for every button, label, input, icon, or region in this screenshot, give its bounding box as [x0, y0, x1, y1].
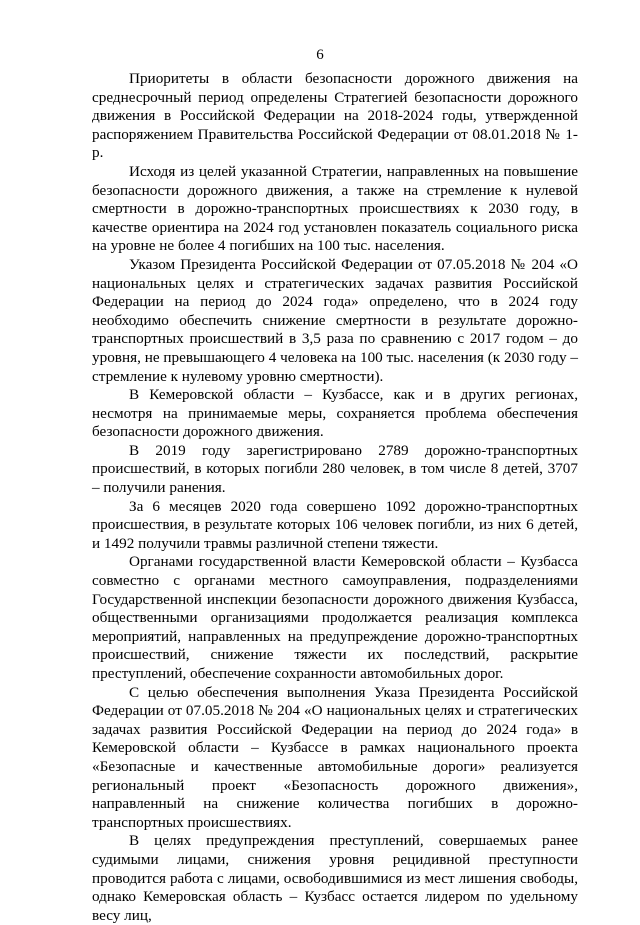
paragraph-2020-statistics: За 6 месяцев 2020 года совершено 1092 дорожно-транспортных происшествия, в результате которых 106 человек погибли, из них 6 детей, и 1492 получили травмы различной степени тяжести. [92, 497, 578, 552]
paragraph-presidential-decree: Указом Президента Российской Федерации от 07.05.2018 № 204 «О национальных целях и стратегических задачах развития Российской Федерации на период до 2024 года» определено, что в 2024 году необходимо обеспечить снижение смертности в результате дорожно-транспортных происшествий в 3,5 раза по сравнению с 2017 годом – до уровня, не превышающего 4 человека на 100 тыс. населения (к 2030 году – стремление к нулевому уровню смертности). [92, 255, 578, 385]
paragraph-authorities-measures: Органами государственной власти Кемеровской области – Кузбасса совместно с органами местного самоуправления, подразделениями Государственной инспекции безопасности дорожного движения Кузбасса, общественными организациями продолжается реализация комплекса мероприятий, направленных на предупреждение дорожно-транспортных происшествий, снижение тяжести их последствий, раскрытие преступлений, обеспечение сохранности автомобильных дорог. [92, 553, 578, 682]
paragraph-crime-prevention: В целях предупреждения преступлений, совершаемых ранее судимыми лицами, снижения уровня рецидивной преступности проводится работа с лицами, освободившимися из мест лишения свободы, однако Кемеровская область – Кузбасс остается лидером по удельному весу лиц, [92, 832, 578, 924]
paragraph-national-project: С целью обеспечения выполнения Указа Президента Российской Федерации от 07.05.2018 № 204 «О национальных целях и стратегических задачах развития Российской Федерации на период до 2024 года» в Кемеровской области – Кузбассе в рамках национального проекта «Безопасные и качественные автомобильные дороги» реализуется региональный проект «Безопасность дорожного движения», направленный на снижение количества погибших в дорожно-транспортных происшествиях. [92, 683, 578, 831]
paragraph-kuzbass-problem: В Кемеровской области – Кузбассе, как и в других регионах, несмотря на принимаемые меры, сохраняется проблема обеспечения безопасности дорожного движения. [92, 386, 578, 441]
paragraph-strategy-goals: Исходя из целей указанной Стратегии, направленных на повышение безопасности дорожного движения, а также на стремление к нулевой смертности в дорожно-транспортных происшествиях к 2030 году, в качестве ориентира на 2024 год установлен показатель социального риска на уровне не более 4 погибших на 100 тыс. населения. [92, 162, 578, 255]
paragraph-2019-statistics: В 2019 году зарегистрировано 2789 дорожно-транспортных происшествий, в которых погибли 280 человек, в том числе 8 детей, 3707 – получили ранения. [92, 441, 578, 497]
page-number: 6 [316, 47, 324, 63]
document-body [92, 70, 578, 925]
paragraph-strategy-priorities: Приоритеты в области безопасности дорожного движения на среднесрочный период определены Стратегией безопасности дорожного движения в Российской Федерации на 2018-2024 годы, утвержденной распоряжением Правительства Российской Федерации от 08.01.2018 № 1-р. [92, 70, 578, 162]
